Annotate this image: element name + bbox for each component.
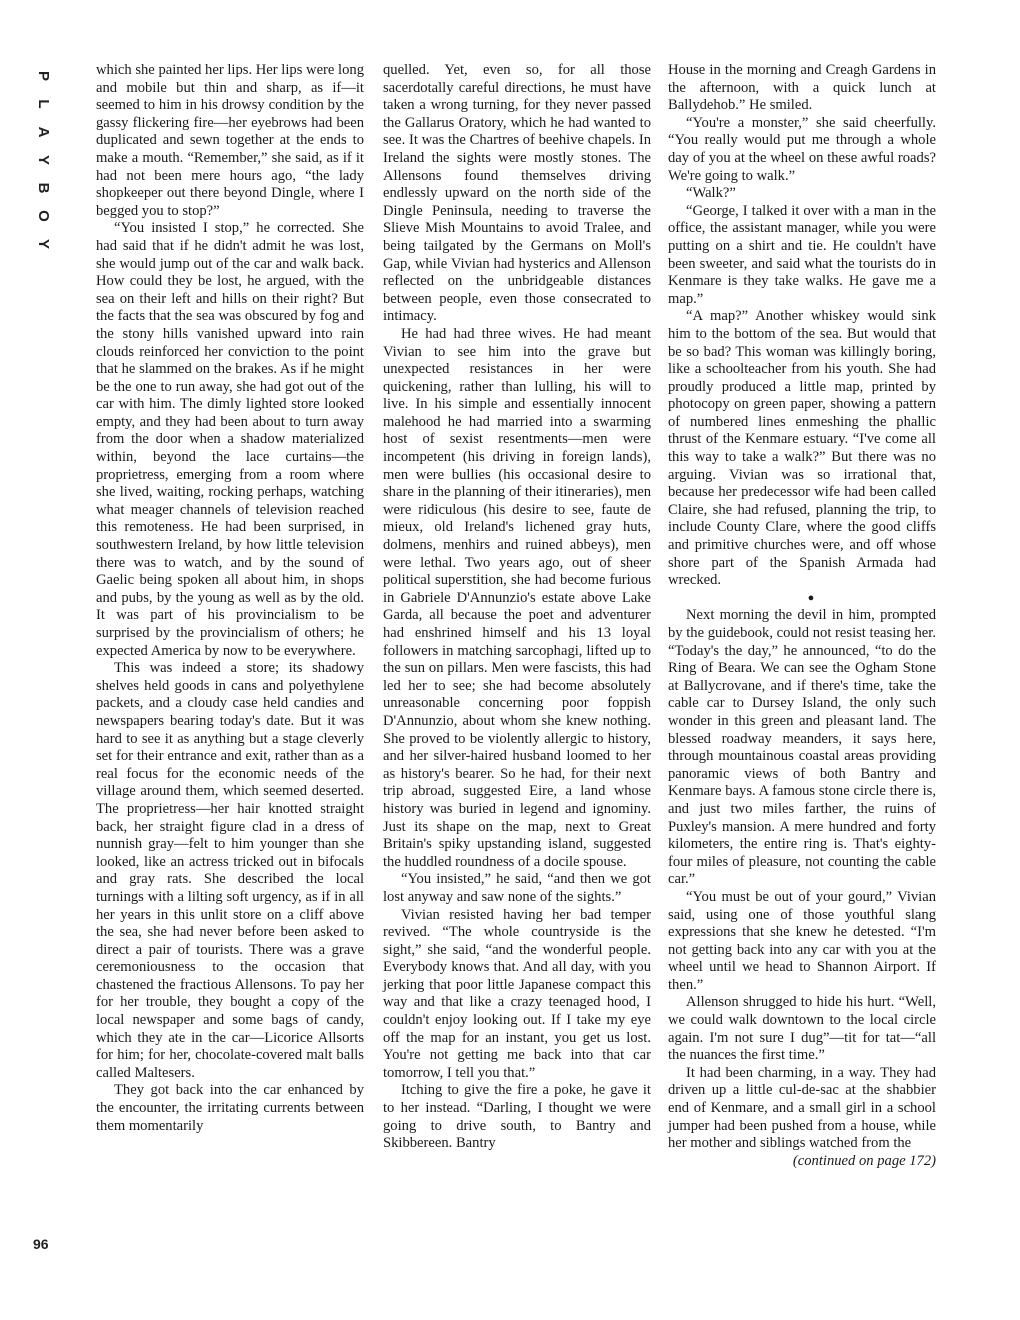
masthead-letter: Y [35, 154, 52, 165]
paragraph: Next morning the devil in him, prompted by the guidebook, could not resist teasing her. “Today's the day,” he announced, “to do the Ring of Beara. We can see the Ogham Stone at Ballycrovane, and if there's time, take the cable car to Dursey Island, the only such wonder in this green and pleasant land. The blessed roadway meanders, it says here, through mountainous coastal areas providing panoramic views of both Bantry and Kenmare bays. A famous stone circle there is, and just two miles farther, the ruins of Puxley's mansion. A mere hundred and forty kilometers, the entire ring is. That's eighty-four miles of pleasure, not counting the cable car.” [668, 607, 936, 888]
masthead-letter: Y [35, 238, 52, 249]
page-number: 96 [33, 1236, 49, 1252]
paragraph: “You must be out of your gourd,” Vivian said, using one of those youthful slang expressions that she knew he detested. “I'm not getting back into any car with you at the wheel until we head to Shannon Airport. If then.” [668, 888, 936, 993]
paragraph: They got back into the car enhanced by the encounter, the irritating currents between them momentarily [96, 1082, 364, 1134]
paragraph: Itching to give the fire a poke, he gave it to her instead. “Darling, I thought we were going to drive south, to Bantry and Skibbereen. Bantry [383, 1082, 651, 1152]
text-column-2 [383, 62, 651, 1153]
paragraph: “You insisted I stop,” he corrected. She had said that if he didn't admit he was lost, she would jump out of the car and walk back. How could they be lost, he argued, with the sea on their left and hills on their right? But the facts that the sea was obscured by fog and the stony hills vanished upward into rain clouds reinforced her conviction to the point that he slammed on the brakes. As if he might be the one to run away, she had got out of the car with him. The dimly lighted store looked empty, and they had been about to turn away from the door when a shadow materialized within, beyond the lace curtains—the proprietress, emerging from a room where she lived, waiting, rocking perhaps, watching what meager channels of television reached this remoteness. He had been surprised, in southwestern Ireland, by how little television there was to watch, and by the sound of Gaelic being spoken all about him, in shops and pubs, by the young as well as by the old. It was part of his provincialism to be surprised by the provincialism of others; he expected America by now to be everywhere. [96, 220, 364, 659]
section-break-ornament: ● [807, 591, 815, 604]
paragraph: “A map?” Another whiskey would sink him to the bottom of the sea. But would that be so bad? This woman was killingly boring, like a schoolteacher from his youth. She had proudly produced a little map, printed by photocopy on green paper, showing a pattern of numbered lines enmeshing the phallic thrust of the Kenmare estuary. “I've come all this way to take a walk?” But there was no arguing. Vivian was so irrational that, because her predecessor wife had been called Claire, she had refused, planning the trip, to include County Clare, where the good cliffs and primitive churches were, and off whose shore part of the Spanish Armada had wrecked. [668, 308, 936, 589]
paragraph: House in the morning and Creagh Gardens in the afternoon, with a quick lunch at Ballydehob.” He smiled. [668, 62, 936, 114]
paragraph: It had been charming, in a way. They had driven up a little cul-de-sac at the shabbier end of Kenmare, and a small girl in a school jumper had been pushed from a house, while her mother and siblings watched from the [668, 1064, 936, 1152]
masthead-letter: P [35, 70, 52, 81]
masthead-letter: L [35, 99, 52, 109]
paragraph: which she painted her lips. Her lips were long and mobile but thin and sharp, as if—it seemed to him in his drowsy condition by the gassy flickering fire—her eyebrows had been duplicated and sewn together at the ends to make a mouth. “Remember,” she said, as if it had not been mere hours ago, “the lady shopkeeper out there beyond Dingle, where I begged you to stop?” [96, 62, 364, 219]
masthead-letter: A [35, 126, 52, 138]
paragraph: “George, I talked it over with a man in the office, the assistant manager, while you were putting on a shirt and tie. He couldn't have been sweeter, and said what the tourists do in Kenmare is they take walks. He gave me a map.” [668, 202, 936, 307]
text-column-3 [668, 62, 936, 1170]
continued-on-note: (continued on page 172) [792, 1152, 936, 1169]
paragraph: “You're a monster,” she said cheerfully. “You really would put me through a whole day of you at the wheel on these awful roads? We're going to walk.” [668, 114, 936, 184]
paragraph: “Walk?” [686, 185, 736, 202]
paragraph: Allenson shrugged to hide his hurt. “Well, we could walk downtown to the local circle again. I'm not sure I dug”—tit for tat—“all the nuances the first time.” [668, 994, 936, 1064]
paragraph: He had had three wives. He had meant Vivian to see him into the grave but unexpected resistances in her were quickening, rather than lulling, his will to live. In his simple and essentially innocent malehood he had married into a swarming host of sexist resentments—men were incompetent (his driving in foreign lands), men were bullies (his occasional desire to share in the planning of their itineraries), men were ridiculous (his desire to see, faute de mieux, old Ireland's lichened gray huts, dolmens, menhirs and ruined abbeys), men were lethal. Two years ago, out of sheer political superstition, she had become furious in Gabriele D'Annunzio's estate above Lake Garda, all because the poet and adventurer had enshrined himself and his 13 loyal followers in matching sarcophagi, lifted up to the sun on pillars. Men were fascists, this had led her to see; she had become absolutely unreasonable concerning poor foppish D'Annunzio, about whom she knew nothing. She proved to be violently allergic to history, and her silver-haired husband loomed to her as history's bearer. So he had, for their next trip abroad, suggested Eire, a land whose history was buried in legend and ignominy. Just its shape on the map, next to Great Britain's spiky upstanding island, suggested the huddled roundness of a docile spouse. [383, 325, 651, 870]
paragraph: quelled. Yet, even so, for all those sacerdotally careful directions, he must have taken a wrong turning, for they never passed the Gallarus Oratory, which he had wanted to see. It was the Chartres of beehive chapels. In Ireland the sights were mostly stones. The Allensons found themselves driving endlessly upward on the north side of the Dingle Peninsula, needing to traverse the Slieve Mish Mountains to avoid Tralee, and being tailgated by the Germans on Moll's Gap, while Vivian had hysterics and Allenson reflected on the unbridgeable distances between people, even those consecrated to intimacy. [383, 62, 651, 325]
text-column-1 [96, 62, 364, 1135]
masthead-letter: O [35, 210, 52, 222]
magazine-name-vertical [33, 62, 53, 258]
paragraph: Vivian resisted having her bad temper revived. “The whole countryside is the sight,” she said, “and the wonderful people. Everybody knows that. And all day, with you jerking that poor little Japanese compact this way and that like a crazy teenaged hood, I couldn't enjoy looking out. If I take my eye off the map for an instant, you get us lost. You're not getting me back into that car tomorrow, I tell you that.” [383, 906, 651, 1081]
masthead-letter: B [35, 182, 52, 194]
paragraph: “You insisted,” he said, “and then we got lost anyway and saw none of the sights.” [383, 871, 651, 905]
paragraph: This was indeed a store; its shadowy shelves held goods in cans and polyethylene packets, and a cloudy case held candies and newspapers bearing today's date. But it was hard to see it as anything but a stage cleverly set for their entrance and exit, rather than as a real focus for the economic needs of the village around them, which seemed deserted. The proprietress—her hair knotted straight back, her straight figure clad in a dress of nunnish gray—felt to him younger than she looked, like an actress tricked out in bifocals and gray rats. She described the local turnings with a lilting soft urgency, as if in all her years in this unlit store on a cliff above the sea, she had never before been asked to direct a pair of tourists. There was a grave ceremoniousness to the occasion that chastened the fractious Allensons. To pay her for her trouble, they bought a copy of the local newspaper and some bags of candy, which they ate in the car—Licorice Allsorts for him; for her, chocolate-covered malt balls called Maltesers. [96, 660, 364, 1081]
